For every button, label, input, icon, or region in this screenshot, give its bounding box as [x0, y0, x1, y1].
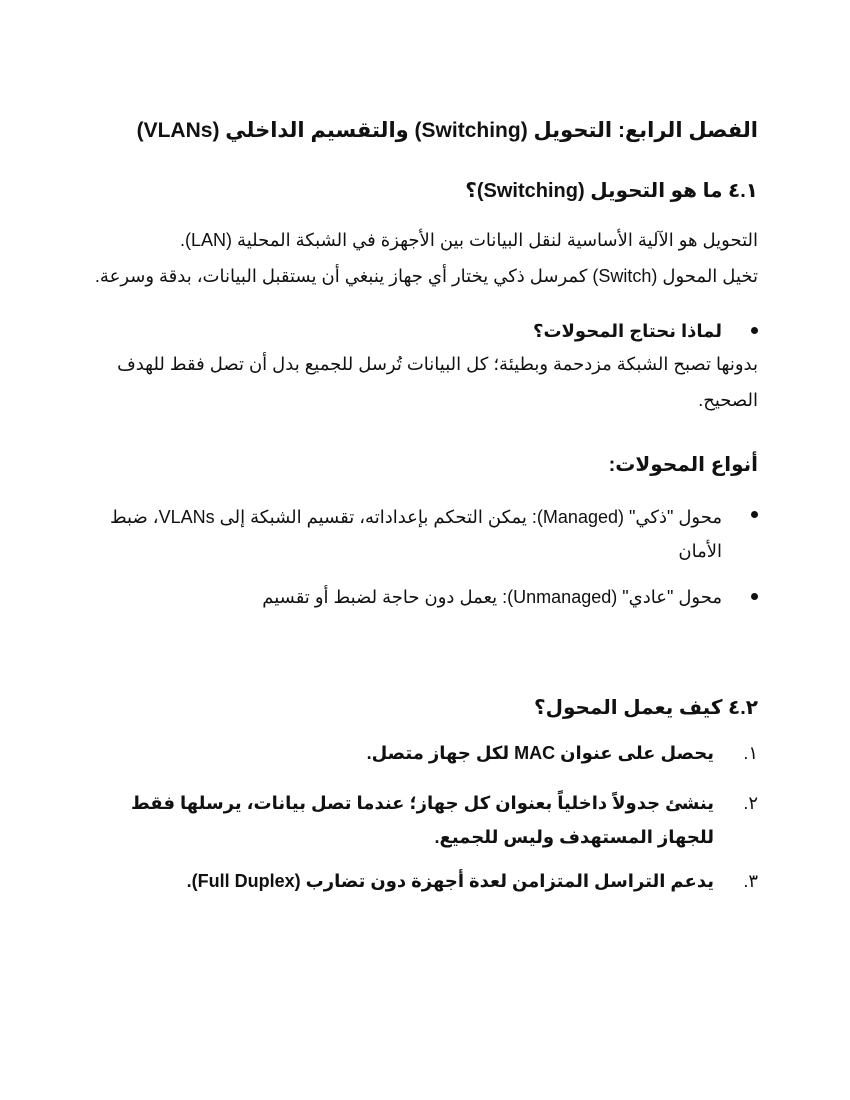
chapter-title: الفصل الرابع: التحويل (Switching) والتقسيم الداخلي (VLANs) [136, 119, 758, 142]
why-switches-text: بدونها تصبح الشبكة مزدحمة وبطيئة؛ كل البيانات تُرسل للجميع بدل أن تصل فقط للهدف الصحيح. [117, 354, 758, 410]
bullet-dot-icon [751, 593, 758, 600]
bullet-dot-icon [751, 511, 758, 518]
switch-types-heading: أنواع المحولات: [608, 454, 758, 476]
section-heading-4-2: ٤.٢ كيف يعمل المحول؟ [533, 697, 758, 719]
switch-type-item-unmanaged [98, 582, 758, 612]
step-number: ٢. [743, 793, 758, 813]
switch-type-text-unmanaged: محول "عادي" (Unmanaged): يعمل دون حاجة لضبط أو تقسيم [262, 587, 722, 607]
step-number: ١. [743, 743, 758, 763]
section-heading-4-1: ٤.١ ما هو التحويل (Switching)؟ [465, 180, 758, 202]
bullet-dot-icon [751, 327, 758, 334]
step-text: يدعم التراسل المتزامن لعدة أجهزة دون تضارب (Full Duplex). [186, 871, 714, 891]
paragraph-switch-analogy: تخيل المحول (Switch) كمرسل ذكي يختار أي جهاز ينبغي أن يستقبل البيانات، بدقة وسرعة. [94, 266, 758, 286]
why-switches-title: لماذا نحتاج المحولات؟ [533, 321, 722, 341]
step-text: ينشئ جدولاً داخلياً بعنوان كل جهاز؛ عندما تصل بيانات، يرسلها فقط للجهاز المستهدف وليس للجميع. [131, 793, 714, 847]
step-number: ٣. [743, 871, 758, 891]
how-switch-works-step-1 [98, 738, 758, 768]
paragraph-switching-definition: التحويل هو الآلية الأساسية لنقل البيانات بين الأجهزة في الشبكة المحلية (LAN). [180, 230, 758, 250]
how-switch-works-step-3 [98, 866, 758, 896]
switch-type-item-managed [98, 500, 758, 568]
step-text: يحصل على عنوان MAC لكل جهاز متصل. [366, 743, 714, 763]
how-switch-works-step-2 [98, 786, 758, 854]
switch-type-text-managed: محول "ذكي" (Managed): يمكن التحكم بإعداداته، تقسيم الشبكة إلى VLANs، ضبط الأمان [109, 507, 722, 561]
why-switches-bullet [98, 316, 758, 418]
